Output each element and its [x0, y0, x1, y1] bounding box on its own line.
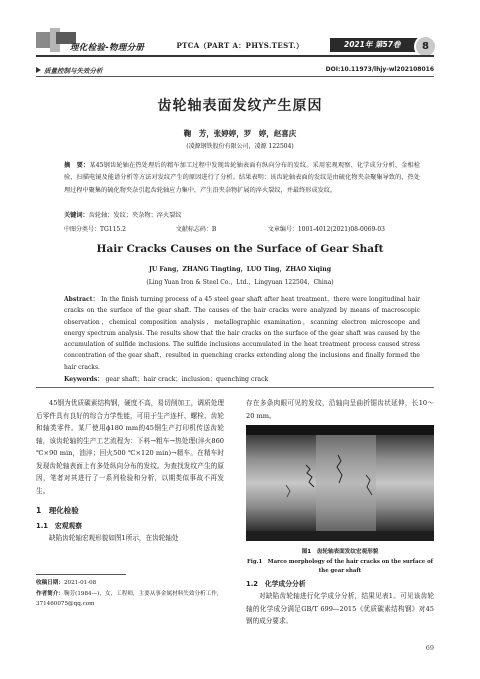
- footnote: [36, 578, 224, 610]
- clc-number: 中图分类号：TG115.2: [64, 226, 126, 233]
- figure-caption-en: Fig.1 Marco morphology of the hair cracks on the surface of the gear shaft: [246, 559, 433, 574]
- issue-label: 2021年 第57卷: [330, 38, 432, 52]
- authors-cn: 鞠 芳，张婷婷，罗 婷，赵喜庆: [183, 129, 297, 138]
- gear-shaft-photo: [246, 425, 434, 541]
- section-heading-1-2: 1.2 化学成分分析: [246, 580, 306, 588]
- title-en: Hair Cracks Causes on the Surface of Gear Shaft: [96, 243, 384, 255]
- figure-caption-cn: 图1 齿轮轴表面发纹宏观形貌: [301, 549, 379, 555]
- section-rule: [36, 387, 434, 388]
- body-right-bottom: [246, 574, 434, 628]
- abstract-en: Abstract： In the finish turning process of a 45 steel gear shaft after heat treatment，there were longitudinal hair cracks on the surface of the gear shaft. The causes of the hair cracks were analyzed by means of macroscopic observation，chemical composition analysis，metallographic examination，scanning electron microscope and energy spectrum analysis. The results show that the hair cracks on the surface of the gear shaft was caused by the accumulation of sulfide inclusions. The sulfide inclusions accumulated in the heat treatment process caused stress concentration of the gear shaft，resulted in quenching cracks extending along the inclusions and finally formed the hair cracks.: [64, 296, 420, 371]
- chemical-paragraph: 对缺陷齿轮轴进行化学成分分析，结果见表1。可见该齿轮轴的化学成分满足GB/T 699—2015《优质碳素结构钢》对45钢的成分要求。: [246, 592, 434, 625]
- page-number: 69: [425, 644, 434, 652]
- section-heading-1: 1 理化检验: [36, 506, 79, 515]
- abstract-cn: 摘 要：某45钢齿轮轴在热处理后的精车加工过程中发现齿轮轴表面有纵向分布的发纹。采用宏观观察、化学成分分析、金相检验、扫描电镜及能谱分析等方法对发纹产生的原因进行了分析。结果表明：该齿轮轴表面的发纹是由硫化物夹杂聚集导致的，热处理过程中聚集的硫化物夹杂引起齿轮轴应力集中，产生沿夹杂物扩展的淬火裂纹，并最终形成发纹。: [64, 162, 421, 194]
- document-code: 文献标志码：B: [175, 226, 217, 233]
- journal-name: PTCA（PART A：PHYS.TEST.）: [176, 41, 304, 50]
- classification-meta: [64, 224, 420, 233]
- authors-en: JU Fang，ZHANG Tingting，LUO Ting，ZHAO Xiqing: [148, 266, 332, 273]
- article-number: 文章编号：1001-4012(2021)08-0069-03: [267, 226, 385, 233]
- keywords-en: Keywords： gear shaft；hair crack；inclusion；quenching crack: [64, 376, 269, 383]
- intro-paragraph: 45钢为优质碳素结构钢，硬度不高，易切削加工，调质处理后零件具有良好的综合力学性能，可用于生产连杆、螺栓、齿轮和轴类零件。某厂使用ϕ180 mm的45钢生产打印机传送齿轮轴，该齿轮轴的生产工艺流程为：下料→粗车→热处理(淬火860 ℃×90 min，油淬；回火500 ℃×120 min)→精车。在精车时发现齿轮轴表面上有多处纵向分布的发纹。为查找发纹产生的原因，笔者对其进行了一系列检验和分析，以期类似事故不再发生。: [36, 399, 224, 495]
- affiliation-en: (Ling Yuan Iron & Steel Co.，Ltd.，Lingyuan 122504，China): [146, 279, 334, 286]
- section-heading-1-1: 1.1 宏观观察: [36, 522, 83, 530]
- column-tag: 质量控制与失效分析: [36, 66, 103, 75]
- keywords-cn: 关键词：齿轮轴；发纹；夹杂物；淬火裂纹: [64, 212, 182, 219]
- subheader-rule: [36, 76, 434, 77]
- received-date: 收稿日期：2021-01-08: [36, 580, 97, 586]
- issue-number: 8: [414, 35, 437, 58]
- affiliation-cn: (凌源钢铁股份有限公司，凌源 122504): [186, 143, 294, 150]
- body-right-top: [246, 397, 434, 423]
- doi: DOI:10.11973/lhjy-wl202108016: [325, 66, 434, 73]
- header-rule: [36, 55, 434, 57]
- macro-continued-paragraph: 存在多条肉眼可见的发纹，沿轴向呈曲折锯齿状延伸，长10～20 mm。: [246, 399, 434, 420]
- macro-paragraph: 缺陷齿轮轴宏观形貌如图1所示，在齿轮轴处: [49, 534, 179, 542]
- body-left-column: [36, 397, 224, 545]
- triangle-icon: [36, 67, 41, 73]
- title-cn: 齿轮轴表面发纹产生原因: [157, 98, 323, 114]
- footnote-rule: [36, 574, 126, 575]
- journal-logo-text: 理化检验-物理分册: [70, 43, 145, 53]
- author-bio: 作者简介：鞠芳(1984—)，女，工程师，主要从事金属材料失效分析工作，371460075@qq.com: [36, 590, 223, 607]
